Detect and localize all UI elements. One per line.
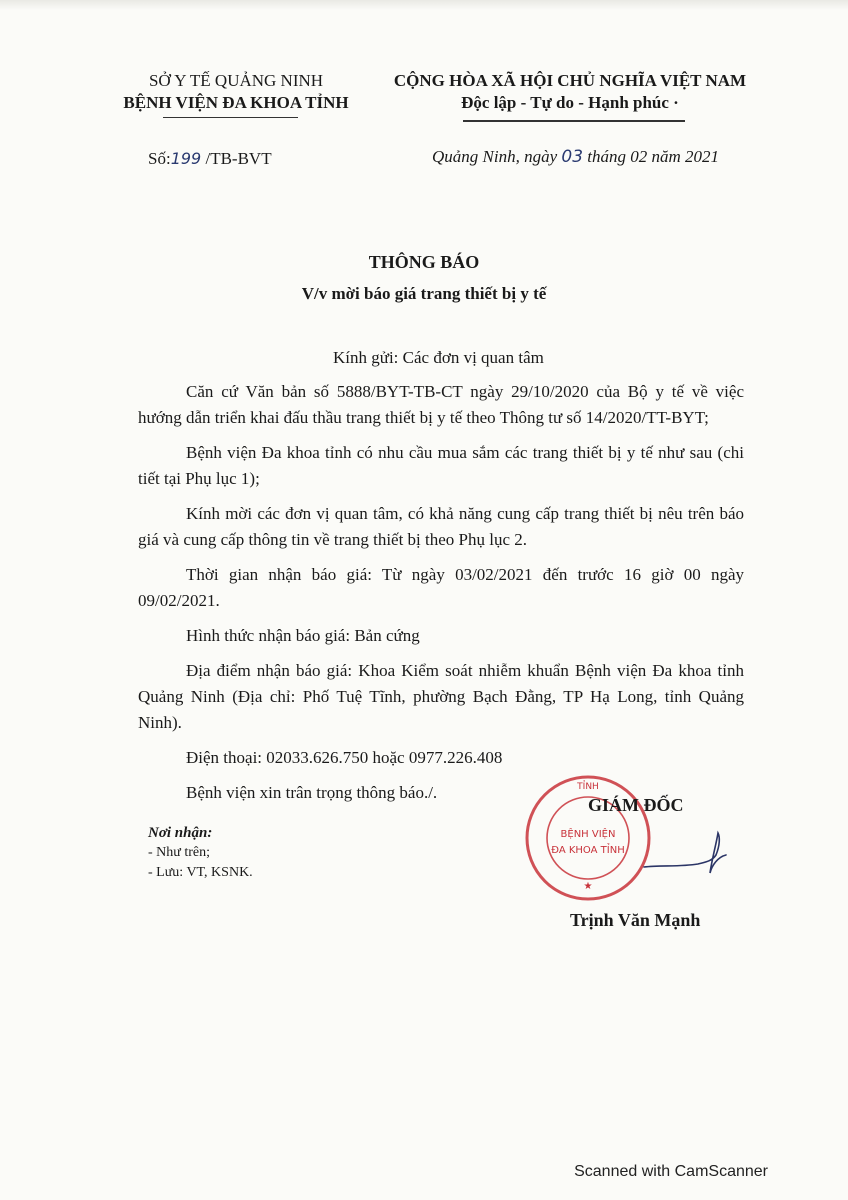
recipients-block: [148, 823, 253, 883]
stamp-ring-text: TỈNH: [577, 782, 599, 792]
doc-number-prefix: Số:: [148, 149, 171, 168]
place-date-prefix: Quảng Ninh, ngày: [432, 147, 558, 166]
org-line-ministry: SỞ Y TẾ QUẢNG NINH: [148, 71, 324, 90]
paragraph-phone: Điện thoại: 02033.626.750 hoặc 0977.226.408: [186, 748, 503, 767]
document-title: THÔNG BÁO: [368, 252, 480, 272]
stamp-star-icon: ★: [583, 881, 593, 892]
paragraph-invitation: Kính mời các đơn vị quan tâm, có khả năng cung cấp trang thiết bị nêu trên báo giá và cung cấp thông tin về trang thiết bị theo Phụ lục 2.: [138, 504, 744, 549]
paragraph-location: Địa điểm nhận báo giá: Khoa Kiểm soát nhiễm khuẩn Bệnh viện Đa khoa tỉnh Quảng Ninh (Địa chỉ: Phố Tuệ Tĩnh, phường Bạch Đằng, TP Hạ Long, tỉnh Quảng Ninh).: [138, 661, 744, 732]
document-number: [148, 149, 272, 169]
place-date: [432, 147, 719, 167]
recipients-heading: Nơi nhận:: [148, 825, 213, 841]
official-stamp: [523, 773, 653, 903]
paragraph-closing: Bệnh viện xin trân trọng thông báo./.: [186, 783, 438, 802]
recipient-item: - Lưu: VT, KSNK.: [148, 865, 253, 880]
scan-edge-shadow: [0, 0, 848, 10]
paragraph-time: Thời gian nhận báo giá: Từ ngày 03/02/2021 đến trước 16 giờ 00 ngày 09/02/2021.: [138, 565, 744, 610]
nation-motto: Độc lập - Tự do - Hạnh phúc ·: [461, 93, 679, 112]
handwritten-signature: [640, 815, 750, 885]
doc-number-handwritten: 199: [170, 149, 202, 168]
paragraph-form: Hình thức nhận báo giá: Bản cứng: [186, 626, 420, 645]
greeting: Kính gửi: Các đơn vị quan tâm: [333, 348, 544, 367]
org-underline: [163, 117, 298, 118]
signer-role: GIÁM ĐỐC: [588, 795, 684, 815]
scanner-watermark: Scanned with CamScanner: [574, 1163, 768, 1180]
place-date-day-handwritten: 03: [561, 147, 584, 167]
nation-name: CỘNG HÒA XÃ HỘI CHỦ NGHĨA VIỆT NAM: [393, 71, 747, 90]
issuing-organization: [96, 70, 376, 114]
document-subtitle: V/v mời báo giá trang thiết bị y tế: [301, 284, 547, 303]
motto-underline: [463, 120, 685, 122]
stamp-line-2: ĐA KHOA TỈNH: [551, 845, 625, 856]
paragraph-legal-basis: Căn cứ Văn bản số 5888/BYT-TB-CT ngày 29/10/2020 của Bộ y tế về việc hướng dẫn triển khai đấu thầu trang thiết bị y tế theo Thông tư số 14/2020/TT-BYT;: [138, 382, 744, 427]
place-date-suffix: tháng 02 năm 2021: [587, 147, 720, 166]
paragraph-need: Bệnh viện Đa khoa tỉnh có nhu cầu mua sắm các trang thiết bị y tế như sau (chi tiết tại Phụ lục 1);: [138, 443, 744, 488]
org-line-hospital: BỆNH VIỆN ĐA KHOA TỈNH: [123, 93, 349, 112]
national-motto: [380, 70, 760, 114]
signer-name: Trịnh Văn Mạnh: [570, 910, 701, 930]
document-body: [138, 345, 744, 815]
doc-number-suffix: /TB-BVT: [205, 149, 272, 168]
stamp-line-1: BỆNH VIỆN: [560, 829, 616, 840]
recipient-item: - Như trên;: [148, 845, 211, 860]
